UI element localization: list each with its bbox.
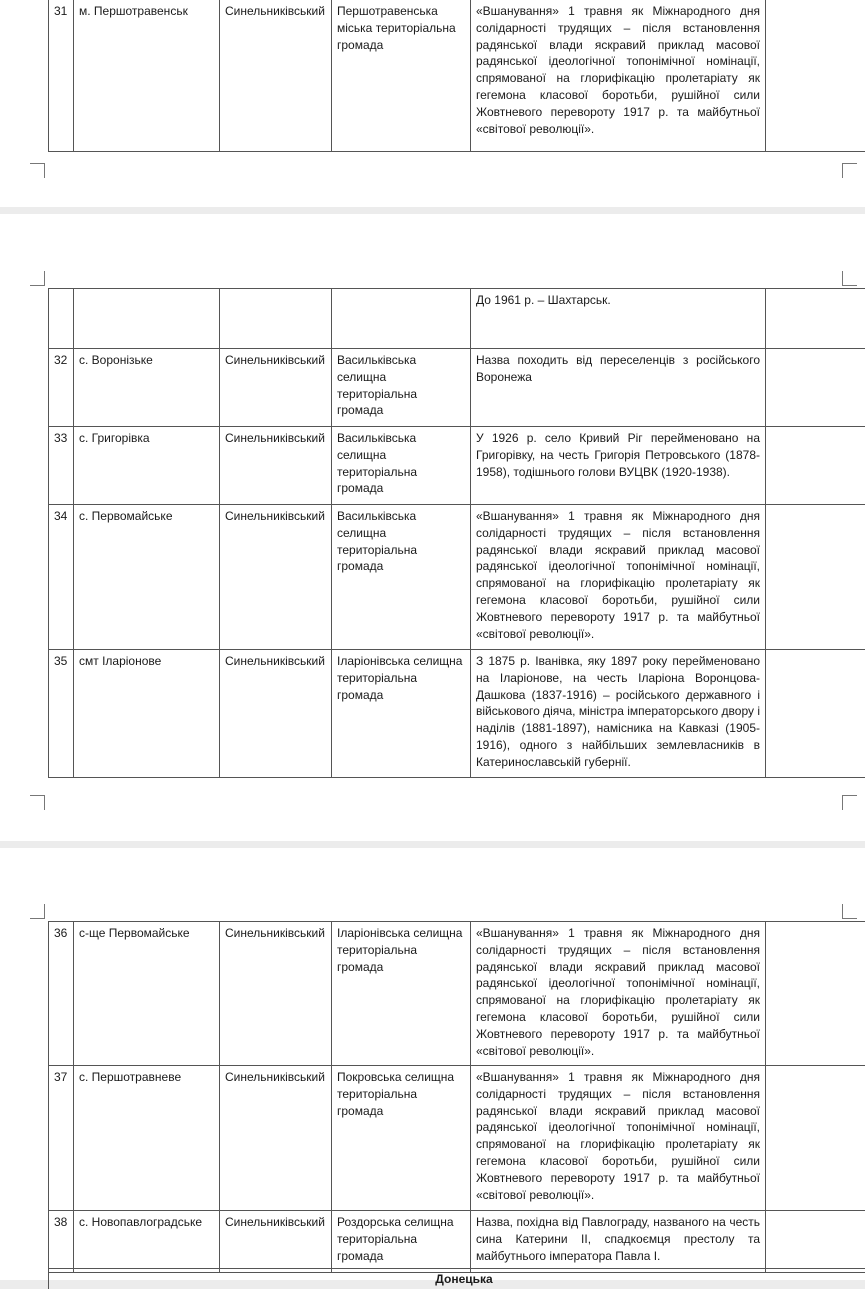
- district-name: Синельниківський: [220, 650, 332, 778]
- row-number: 38: [49, 1211, 74, 1273]
- page-gap: [0, 841, 865, 848]
- table-row: [49, 289, 865, 349]
- page-corner-mark: [842, 271, 857, 286]
- row-number: [49, 289, 74, 349]
- page-corner-mark: [30, 904, 45, 919]
- page-corner-mark: [30, 271, 45, 286]
- table-row: [49, 1066, 865, 1211]
- settlement-name: с. Первомайське: [74, 505, 220, 650]
- table-row: [49, 922, 865, 1066]
- empty-cell: [766, 1211, 865, 1273]
- row-number: 35: [49, 650, 74, 778]
- empty-cell: [766, 349, 865, 427]
- community-name: Іларіонівська селищна територіальна громада: [332, 650, 471, 778]
- page-corner-mark: [842, 163, 857, 178]
- name-origin-description: «Вшанування» 1 травня як Міжнародного дня солідарності трудящих – після встановлення радянської влади яскравий приклад масової радянської ідеологічної топонімічної номінації, спрямованої на глорифікацію пролетаріату як гегемона класової боротьби, рушійної сили Жовтневого перевороту 1917 р. та майбутньої «світової революції».: [471, 1066, 766, 1211]
- community-name: Роздорська селищна територіальна громада: [332, 1211, 471, 1273]
- settlement-name: с. Григорівка: [74, 427, 220, 505]
- table-row: [49, 427, 865, 505]
- settlement-name: [74, 289, 220, 349]
- community-name: Іларіонівська селищна територіальна громада: [332, 922, 471, 1066]
- district-name: [220, 289, 332, 349]
- table-row: [49, 1211, 865, 1273]
- region-heading: Донецька: [48, 1268, 865, 1289]
- page-gap: [0, 207, 865, 214]
- district-name: Синельниківський: [220, 505, 332, 650]
- name-origin-description: «Вшанування» 1 травня як Міжнародного дня солідарності трудящих – після встановлення радянської влади яскравий приклад масової радянської ідеологічної топонімічної номінації, спрямованої на глорифікацію пролетаріату як гегемона класової боротьби, рушійної сили Жовтневого перевороту 1917 р. та майбутньої «світової революції».: [471, 922, 766, 1066]
- name-origin-description: Назва походить від переселенців з російського Воронежа: [471, 349, 766, 427]
- community-name: Васильківська селищна територіальна громада: [332, 505, 471, 650]
- settlement-name: с-ще Первомайське: [74, 922, 220, 1066]
- empty-cell: [766, 289, 865, 349]
- page-corner-mark: [30, 795, 45, 810]
- table-row: [49, 505, 865, 650]
- page-corner-mark: [842, 904, 857, 919]
- settlement-name: с. Новопавлоградське: [74, 1211, 220, 1273]
- settlement-name: с. Воронізьке: [74, 349, 220, 427]
- table-row: [49, 650, 865, 778]
- page-corner-mark: [30, 163, 45, 178]
- empty-cell: [766, 427, 865, 505]
- row-number: 33: [49, 427, 74, 505]
- name-origin-description: Назва, похідна від Павлограду, названого на честь сина Катерини ІІ, спадкоємця престолу та майбутнього імператора Павла І.: [471, 1211, 766, 1273]
- name-origin-description: «Вшанування» 1 травня як Міжнародного дня солідарності трудящих – після встановлення радянської влади яскравий приклад масової радянської ідеологічної топонімічної номінації, спрямованої на глорифікацію пролетаріату як гегемона класової боротьби, рушійної сили Жовтневого перевороту 1917 р. та майбутньої «світової революції».: [471, 505, 766, 650]
- toponym-table: [48, 0, 865, 152]
- empty-cell: [766, 650, 865, 778]
- row-number: 37: [49, 1066, 74, 1211]
- district-name: Синельниківський: [220, 349, 332, 427]
- district-name: Синельниківський: [220, 427, 332, 505]
- page-corner-mark: [842, 795, 857, 810]
- document-page-1: [0, 0, 865, 207]
- table-row: [49, 0, 865, 152]
- row-number: 31: [49, 0, 74, 152]
- row-number: 36: [49, 922, 74, 1066]
- settlement-name: с. Першотравневе: [74, 1066, 220, 1211]
- toponym-table: [48, 288, 865, 778]
- empty-cell: [766, 0, 865, 152]
- community-name: Покровська селищна територіальна громада: [332, 1066, 471, 1211]
- name-origin-description: У 1926 р. село Кривий Ріг перейменовано на Григорівку, на честь Григорія Петровського (1878-1958), тодішнього голови ВУЦВК (1920-1938).: [471, 427, 766, 505]
- district-name: Синельниківський: [220, 1066, 332, 1211]
- table-row: [49, 349, 865, 427]
- empty-cell: [766, 922, 865, 1066]
- row-number: 32: [49, 349, 74, 427]
- settlement-name: м. Першотравенськ: [74, 0, 220, 152]
- district-name: Синельниківський: [220, 922, 332, 1066]
- district-name: Синельниківський: [220, 1211, 332, 1273]
- settlement-name: смт Іларіонове: [74, 650, 220, 778]
- name-origin-description: До 1961 р. – Шахтарськ.: [471, 289, 766, 349]
- toponym-table: [48, 921, 865, 1273]
- empty-cell: [766, 505, 865, 650]
- community-name: Першотравенська міська територіальна громада: [332, 0, 471, 152]
- community-name: Васильківська селищна територіальна громада: [332, 349, 471, 427]
- community-name: Васильківська селищна територіальна громада: [332, 427, 471, 505]
- document-page-2: [0, 214, 865, 841]
- empty-cell: [766, 1066, 865, 1211]
- name-origin-description: «Вшанування» 1 травня як Міжнародного дня солідарності трудящих – після встановлення радянської влади яскравий приклад масової радянської ідеологічної топонімічної номінації, спрямованої на глорифікацію пролетаріату як гегемона класової боротьби, рушійної сили Жовтневого перевороту 1917 р. та майбутньої «світової революції».: [471, 0, 766, 152]
- document-page-3: [0, 848, 865, 1280]
- district-name: Синельниківський: [220, 0, 332, 152]
- row-number: 34: [49, 505, 74, 650]
- community-name: [332, 289, 471, 349]
- name-origin-description: З 1875 р. Іванівка, яку 1897 року перейменовано на Іларіонове, на честь Іларіона Воронцова-Дашкова (1837-1916) – російського державного і військового діяча, міністра імператорського двору і наділів (1881-1897), намісника на Кавказі (1905-1916), одного з найбільших землевласників в Катеринославській губернії.: [471, 650, 766, 778]
